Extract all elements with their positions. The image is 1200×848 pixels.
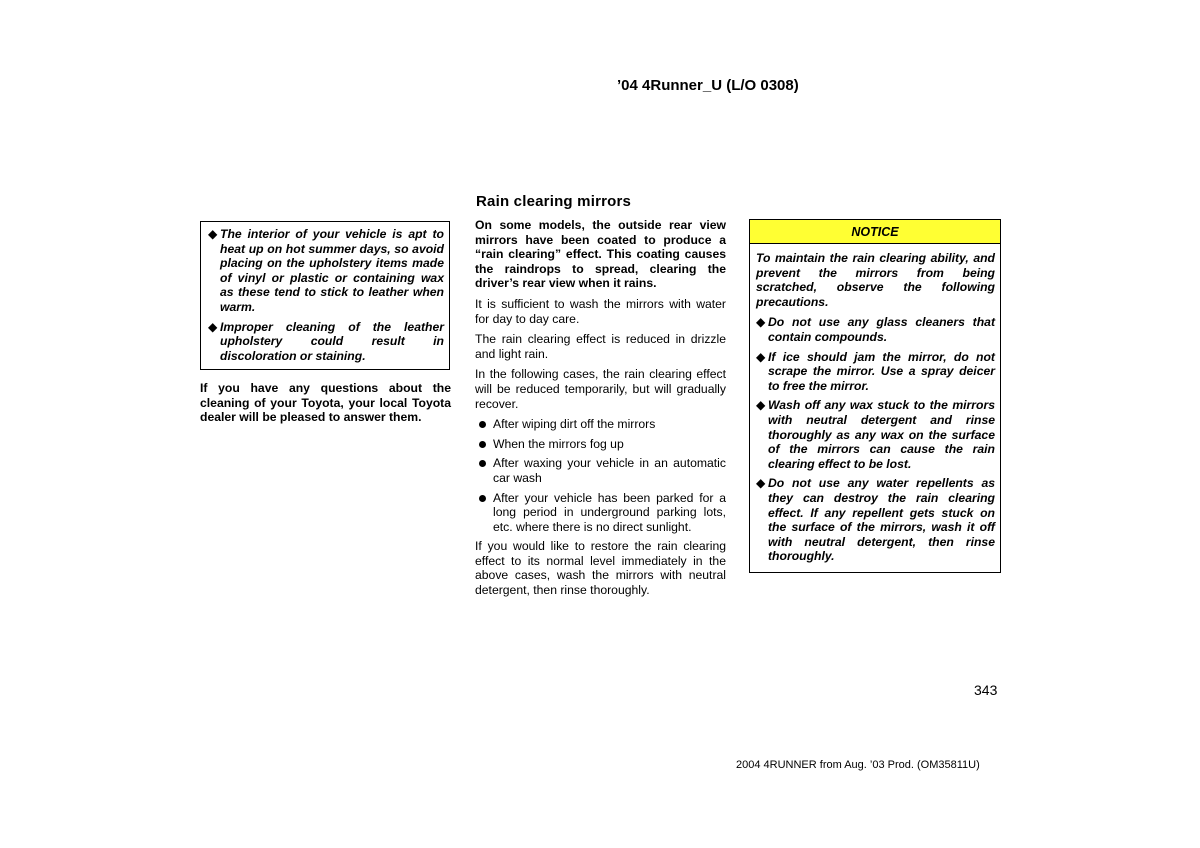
- cases-paragraph: In the following cases, the rain clearing effect will be reduced temporarily, but will gradually recover.: [475, 367, 726, 411]
- caution-item-text: The interior of your vehicle is apt to heat up on hot summer days, so avoid placing on the upholstery items made of vinyl or plastic or containing wax as these tend to stick to leather when warm.: [220, 227, 444, 314]
- notice-item-text: If ice should jam the mirror, do not scrape the mirror. Use a spray deicer to free the mirror.: [768, 349, 995, 393]
- round-bullet-icon: [475, 437, 493, 452]
- notice-intro: To maintain the rain clearing ability, and prevent the mirrors from being scratched, observe the following precautions.: [756, 251, 995, 309]
- case-text: After your vehicle has been parked for a long period in underground parking lots, etc. where there is no direct sunlight.: [493, 490, 726, 534]
- diamond-bullet-icon: ◆: [756, 349, 766, 364]
- document-footer: 2004 4RUNNER from Aug. ’03 Prod. (OM35811U): [736, 759, 980, 771]
- page-number: 343: [974, 682, 998, 698]
- notice-item: [756, 476, 995, 564]
- case-text: After wiping dirt off the mirrors: [493, 417, 656, 432]
- notice-box: [749, 219, 1001, 573]
- case-list-item: [475, 437, 726, 452]
- diamond-bullet-icon: ◆: [756, 315, 766, 330]
- rain-clearing-body: [475, 218, 726, 604]
- round-bullet-icon: [475, 456, 493, 485]
- diamond-bullet-icon: ◆: [208, 319, 218, 334]
- caution-item: [208, 227, 444, 315]
- notice-item-text: Do not use any water repellents as they can destroy the rain clearing effect. If any repellent gets stuck on the surface of the mirrors, wash it off with neutral detergent, then rinse thoroughly.: [768, 476, 995, 564]
- caution-item-text: Improper cleaning of the leather upholstery could result in discoloration or staining.: [220, 319, 444, 363]
- document-header-title: ’04 4Runner_U (L/O 0308): [617, 77, 799, 94]
- notice-item: [756, 350, 995, 394]
- notice-heading: NOTICE: [750, 220, 1000, 244]
- diamond-bullet-icon: ◆: [208, 227, 218, 241]
- case-text: When the mirrors fog up: [493, 436, 624, 451]
- care-paragraph: It is sufficient to wash the mirrors with water for day to day care.: [475, 296, 726, 326]
- case-list-item: [475, 456, 726, 485]
- dealer-contact-paragraph: If you have any questions about the cleaning of your Toyota, your local Toyota dealer will be pleased to answer them.: [200, 381, 451, 425]
- caution-box-leather: [200, 221, 450, 370]
- effect-paragraph: The rain clearing effect is reduced in drizzle and light rain.: [475, 332, 726, 361]
- case-list-item: [475, 491, 726, 535]
- notice-item-text: Do not use any glass cleaners that contain compounds.: [768, 315, 995, 344]
- restore-paragraph: If you would like to restore the rain clearing effect to its normal level immediately in the above cases, wash the mirrors with neutral detergent, then rinse thoroughly.: [475, 539, 726, 598]
- round-bullet-icon: [475, 491, 493, 535]
- notice-item: [756, 315, 995, 344]
- round-bullet-icon: [475, 417, 493, 432]
- notice-item: [756, 398, 995, 471]
- case-list-item: [475, 417, 726, 432]
- notice-body: [750, 244, 1000, 572]
- diamond-bullet-icon: ◆: [756, 398, 766, 413]
- case-text: After waxing your vehicle in an automatic car wash: [493, 456, 726, 485]
- notice-item-text: Wash off any wax stuck to the mirrors with neutral detergent and rinse thoroughly as any wax on the surface of the mirrors can cause the rain clearing effect to be lost.: [768, 398, 995, 471]
- intro-paragraph: On some models, the outside rear view mirrors have been coated to produce a “rain clearing” effect. This coating causes the raindrops to spread, clearing the driver’s rear view when it rains.: [475, 218, 726, 291]
- section-title: Rain clearing mirrors: [476, 193, 632, 210]
- diamond-bullet-icon: ◆: [756, 476, 766, 491]
- caution-item: [208, 320, 444, 364]
